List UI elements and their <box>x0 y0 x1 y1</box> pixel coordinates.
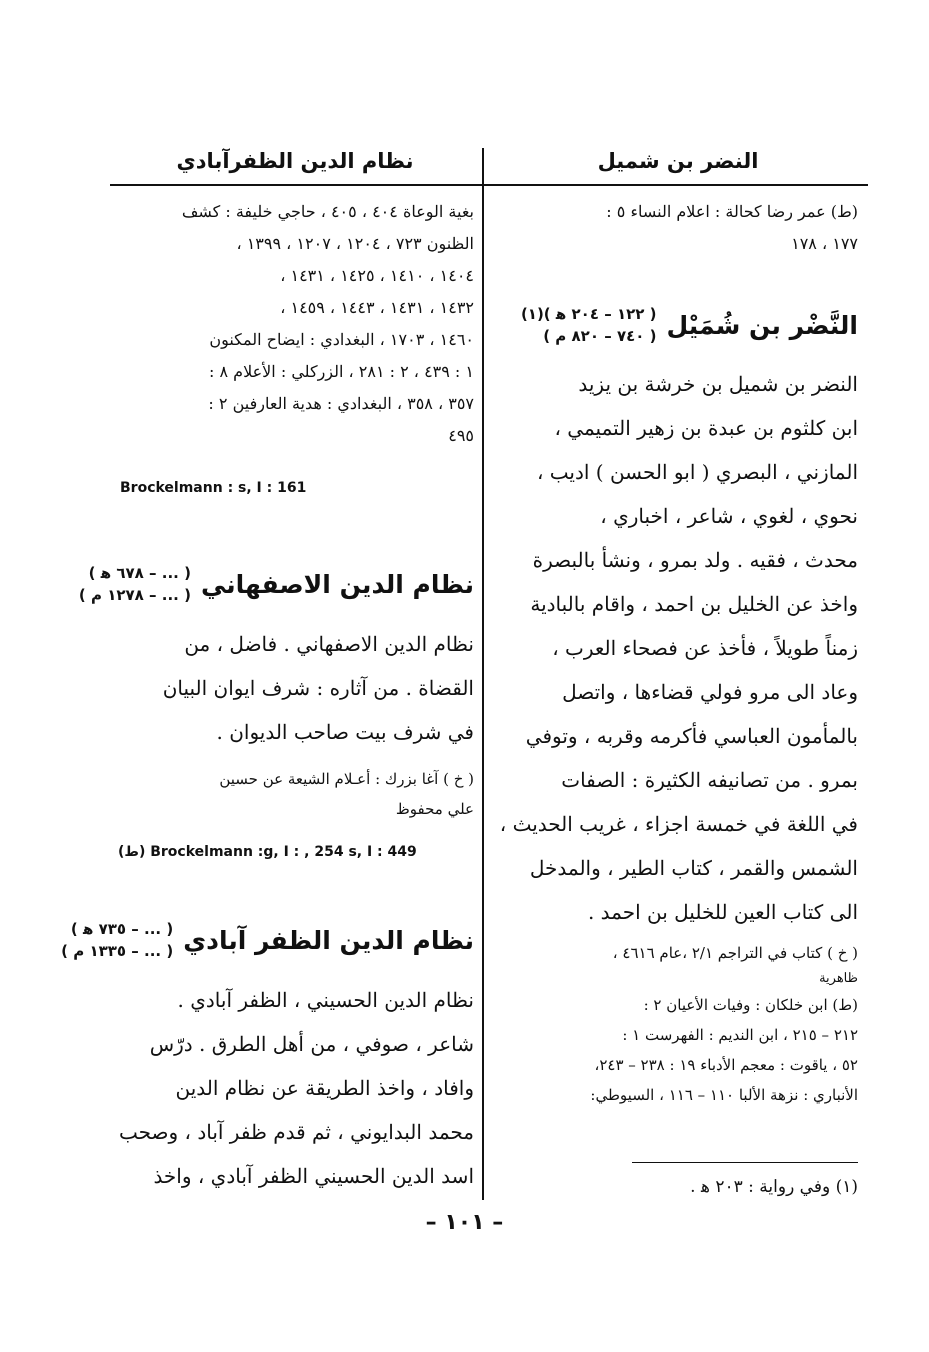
ref-line: (ط) عمر رضا كحالة : اعلام النساء ٥ : <box>606 202 858 221</box>
ref-line: الأنباري : نزهة الألبا ١١٠ – ١١٦ ، السيوطي: <box>590 1086 858 1104</box>
body-line: الى كتاب العين للخليل بن احمد . <box>587 900 858 924</box>
right-entry-body <box>496 362 858 934</box>
entry-name: النَّضْر بن شُمَيْل <box>666 310 858 340</box>
left-entry1-refs <box>110 764 474 824</box>
dates-gregorian: ( ٧٤٠ – ٨٢٠ م ) <box>543 327 657 345</box>
brockelmann-ref-2: (ط) Brockelmann :g, I : , 254 s, I : 449 <box>118 844 417 860</box>
entry-heading-nadr <box>496 296 858 354</box>
body-line: محدث ، فقيه . ولد بمرو ، ونشأ بالبصرة <box>532 548 858 572</box>
ref-line: ١٧٧ ، ١٧٨ <box>791 234 858 253</box>
ref-line: الظنون ٧٢٣ ، ١٢٠٤ ، ١٢٠٧ ، ١٣٩٩ ، <box>236 234 474 253</box>
body-line: بمرو . من تصانيفه الكثيرة : الصفات <box>561 768 858 792</box>
column-divider <box>482 148 484 1200</box>
ref-line: ١٤٠٤ ، ١٤١٠ ، ١٤٢٥ ، ١٤٣١ ، <box>280 266 474 285</box>
running-header-right: النضر بن شميل <box>597 149 759 173</box>
ref-line: ١ : ٤٣٩ ، ٢ : ٢٨١ ، الزركلي : الأعلام ٨ : <box>209 362 474 381</box>
ref-line: ظاهرية <box>819 971 858 986</box>
running-header-left: نظام الدين الظفرآبادي <box>176 149 414 173</box>
body-line: نحوي ، لغوي ، شاعر ، اخباري ، <box>600 504 858 528</box>
body-line: في اللغة في خمسة اجزاء ، غريب الحديث ، <box>499 812 858 836</box>
body-line: بالمأمون العباسي فأكرمه وقربه ، وتوفي <box>525 724 858 748</box>
body-line: الشمس والقمر ، كتاب الطير ، والمدخل <box>529 856 858 880</box>
right-prev-refs <box>496 196 858 260</box>
body-line: زمناً طويلاً ، فأخذ عن فصحاء العرب ، <box>552 636 858 660</box>
ref-line: ٣٥٧ ، ٣٥٨ ، البغدادي : هدية العارفين ٢ : <box>208 394 474 413</box>
body-line: محمد البدايوني ، ثم قدم ظفر آباد ، وصحب <box>118 1120 474 1144</box>
entry-heading-isfahani <box>78 556 474 612</box>
body-line: واخذ عن الخليل بن احمد ، واقام بالبادية <box>530 592 858 616</box>
dates-gregorian: ( ... – ١٣٣٥ م ) <box>61 942 174 960</box>
header-rule <box>110 184 868 186</box>
entry-dates <box>79 562 191 606</box>
entry-dates <box>521 303 657 347</box>
entry-heading-zafarabadi <box>61 912 474 968</box>
ref-line: ( خ ) آغا بزرك : أعـلام الشيعة عن حسين <box>219 770 474 788</box>
body-line: نظام الدين الحسيني ، الظفر آبادي . <box>177 988 474 1012</box>
ref-line: بغية الوعاة ٤٠٤ ، ٤٠٥ ، حاجي خليفة : كشف <box>181 202 474 221</box>
page-number: – ١٠١ – <box>425 1210 504 1235</box>
right-entry-refs <box>496 938 858 1110</box>
dates-hijri: ( ... – ٦٧٨ ﻫ ) <box>88 564 191 582</box>
footnote: (١) وفي رواية : ٢٠٣ ﻫ . <box>690 1177 858 1197</box>
left-top-refs <box>110 196 474 452</box>
body-line: اسد الدين الحسيني الظفر آبادي ، واخذ <box>153 1164 474 1188</box>
left-entry1-body <box>110 622 474 754</box>
ref-line: ٥٢ ، ياقوت : معجم الأدباء ١٩ : ٢٣٨ – ٢٤٣، <box>594 1056 858 1074</box>
body-line: نظام الدين الاصفهاني . فاضل ، من <box>184 632 474 656</box>
ref-line: (ط) ابن خلكان : وفيات الأعيان ٢ : <box>643 996 858 1014</box>
brockelmann-ref-1: Brockelmann : s, I : 161 <box>120 480 307 496</box>
ref-line: ١٤٦٠ ، ١٧٠٣ ، البغدادي : ايضاح المكنون <box>209 330 474 349</box>
entry-name: نظام الدين الظفر آبادي <box>183 925 474 955</box>
body-line: المازني ، البصري ( ابو الحسن ) اديب ، <box>536 460 858 484</box>
body-line: في شرف بيت صاحب الديوان . <box>216 720 474 744</box>
ref-line: ( خ ) كتاب في التراجم ٢/١ ،عام ٤٦١٦ ، <box>612 944 858 962</box>
entry-dates <box>61 918 173 962</box>
body-line: ابن كلثوم بن عبدة بن زهير التميمي ، <box>554 416 858 440</box>
body-line: النضر بن شميل بن خرشة بن يزيد <box>578 372 858 396</box>
left-entry2-body <box>110 978 474 1198</box>
body-line: القضاة . من آثاره : شرف ايوان البيان <box>162 676 474 700</box>
body-line: شاعر ، صوفي ، من أهل الطرق . درّس <box>149 1032 474 1056</box>
ref-line: ٢١٢ – ٢١٥ ، ابن النديم : الفهرست ١ : <box>622 1026 858 1044</box>
footnote-rule <box>632 1162 858 1163</box>
body-line: وافاد ، واخذ الطريقة عن نظام الدين <box>175 1076 474 1100</box>
dates-gregorian: ( ... – ١٢٧٨ م ) <box>78 586 191 604</box>
entry-name: نظام الدين الاصفهاني <box>200 569 474 599</box>
ref-line: علي محفوظ <box>395 800 474 818</box>
ref-line: ٤٩٥ <box>448 426 474 445</box>
dates-hijri: ( ١٢٢ – ٢٠٤ ﻫ )(١) <box>520 305 657 323</box>
dates-hijri: ( ... – ٧٣٥ ﻫ ) <box>70 920 174 938</box>
ref-line: ١٤٣٢ ، ١٤٣١ ، ١٤٤٣ ، ١٤٥٩ ، <box>280 298 474 317</box>
body-line: وعاد الى مرو فولي قضاءها ، واتصل <box>562 680 858 704</box>
